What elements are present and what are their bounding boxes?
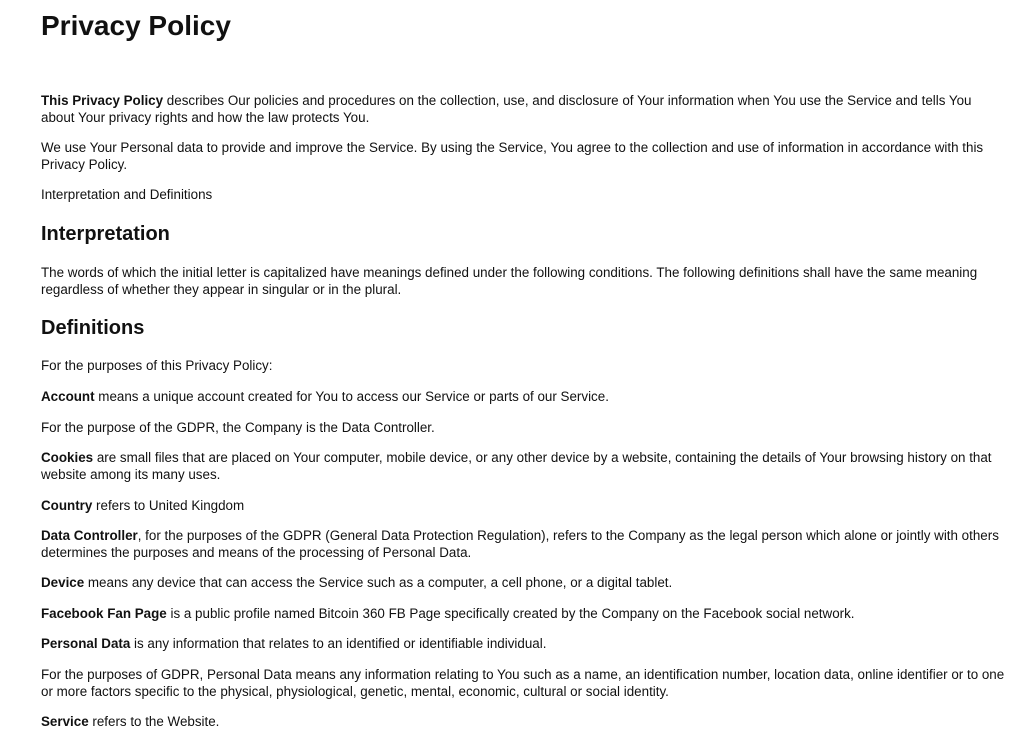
interpretation-paragraph: The words of which the initial letter is capitalized have meanings defined under the following conditions. The following definitions shall have the same meaning regardless of whether they appear in singular or in the plural. [41, 265, 978, 297]
definition-term: Service [41, 714, 89, 729]
definition-term: Country [41, 498, 93, 513]
definition-item [41, 666, 1006, 700]
intro-term: This Privacy Policy [41, 93, 164, 108]
definition-item [41, 635, 1006, 652]
definition-term: Device [41, 575, 85, 590]
intro-paragraph [41, 92, 1006, 126]
definitions-heading: Definitions [41, 317, 145, 339]
interpretation-definitions-label: Interpretation and Definitions [41, 187, 213, 202]
definition-text: refers to the Website. [88, 714, 220, 729]
definition-item [41, 574, 1006, 591]
definition-term: Account [41, 389, 95, 404]
definition-text: , for the purposes of the GDPR (General Data Protection Regulation), refers to the Company as the legal person which alone or jointly with others determines the purposes and means of the processing of Personal Data. [41, 528, 999, 560]
definition-text: means any device that can access the Service such as a computer, a cell phone, or a digital tablet. [84, 575, 673, 590]
definition-term: Facebook Fan Page [41, 606, 167, 621]
definition-term: Cookies [41, 450, 94, 465]
interpretation-heading: Interpretation [41, 223, 170, 245]
definition-text: For the purpose of the GDPR, the Company is the Data Controller. [41, 420, 435, 435]
definition-text: For the purposes of GDPR, Personal Data means any information relating to You such as a name, an identification number, location data, online identifier or to one or more factors specific to the physical, physiological, genetic, mental, economic, cultural or social identity. [41, 667, 1005, 699]
definition-text: is a public profile named Bitcoin 360 FB Page specifically created by the Company on the Facebook social network. [166, 606, 855, 621]
page-title: Privacy Policy [41, 10, 231, 41]
definition-item [41, 605, 1006, 622]
definition-text: means a unique account created for You to access our Service or parts of our Service. [94, 389, 609, 404]
definition-text: refers to United Kingdom [92, 498, 245, 513]
definition-item [41, 388, 1006, 405]
personal-data-use-paragraph: We use Your Personal data to provide and improve the Service. By using the Service, You agree to the collection and use of information in accordance with this Privacy Policy. [41, 140, 984, 172]
definition-text: are small files that are placed on Your computer, mobile device, or any other device by a website, containing the details of Your browsing history on that website among its many uses. [41, 450, 992, 482]
definition-text: is any information that relates to an identified or identifiable individual. [130, 636, 547, 651]
definition-term: Personal Data [41, 636, 131, 651]
definition-item [41, 419, 1006, 436]
definitions-intro: For the purposes of this Privacy Policy: [41, 358, 273, 373]
definition-item [41, 497, 1006, 514]
definition-item [41, 527, 1006, 561]
definition-item [41, 713, 1006, 730]
definition-term: Data Controller [41, 528, 138, 543]
definition-item [41, 449, 1006, 483]
intro-text: describes Our policies and procedures on the collection, use, and disclosure of Your information when You use the Service and tells You about Your privacy rights and how the law protects You. [41, 93, 972, 125]
